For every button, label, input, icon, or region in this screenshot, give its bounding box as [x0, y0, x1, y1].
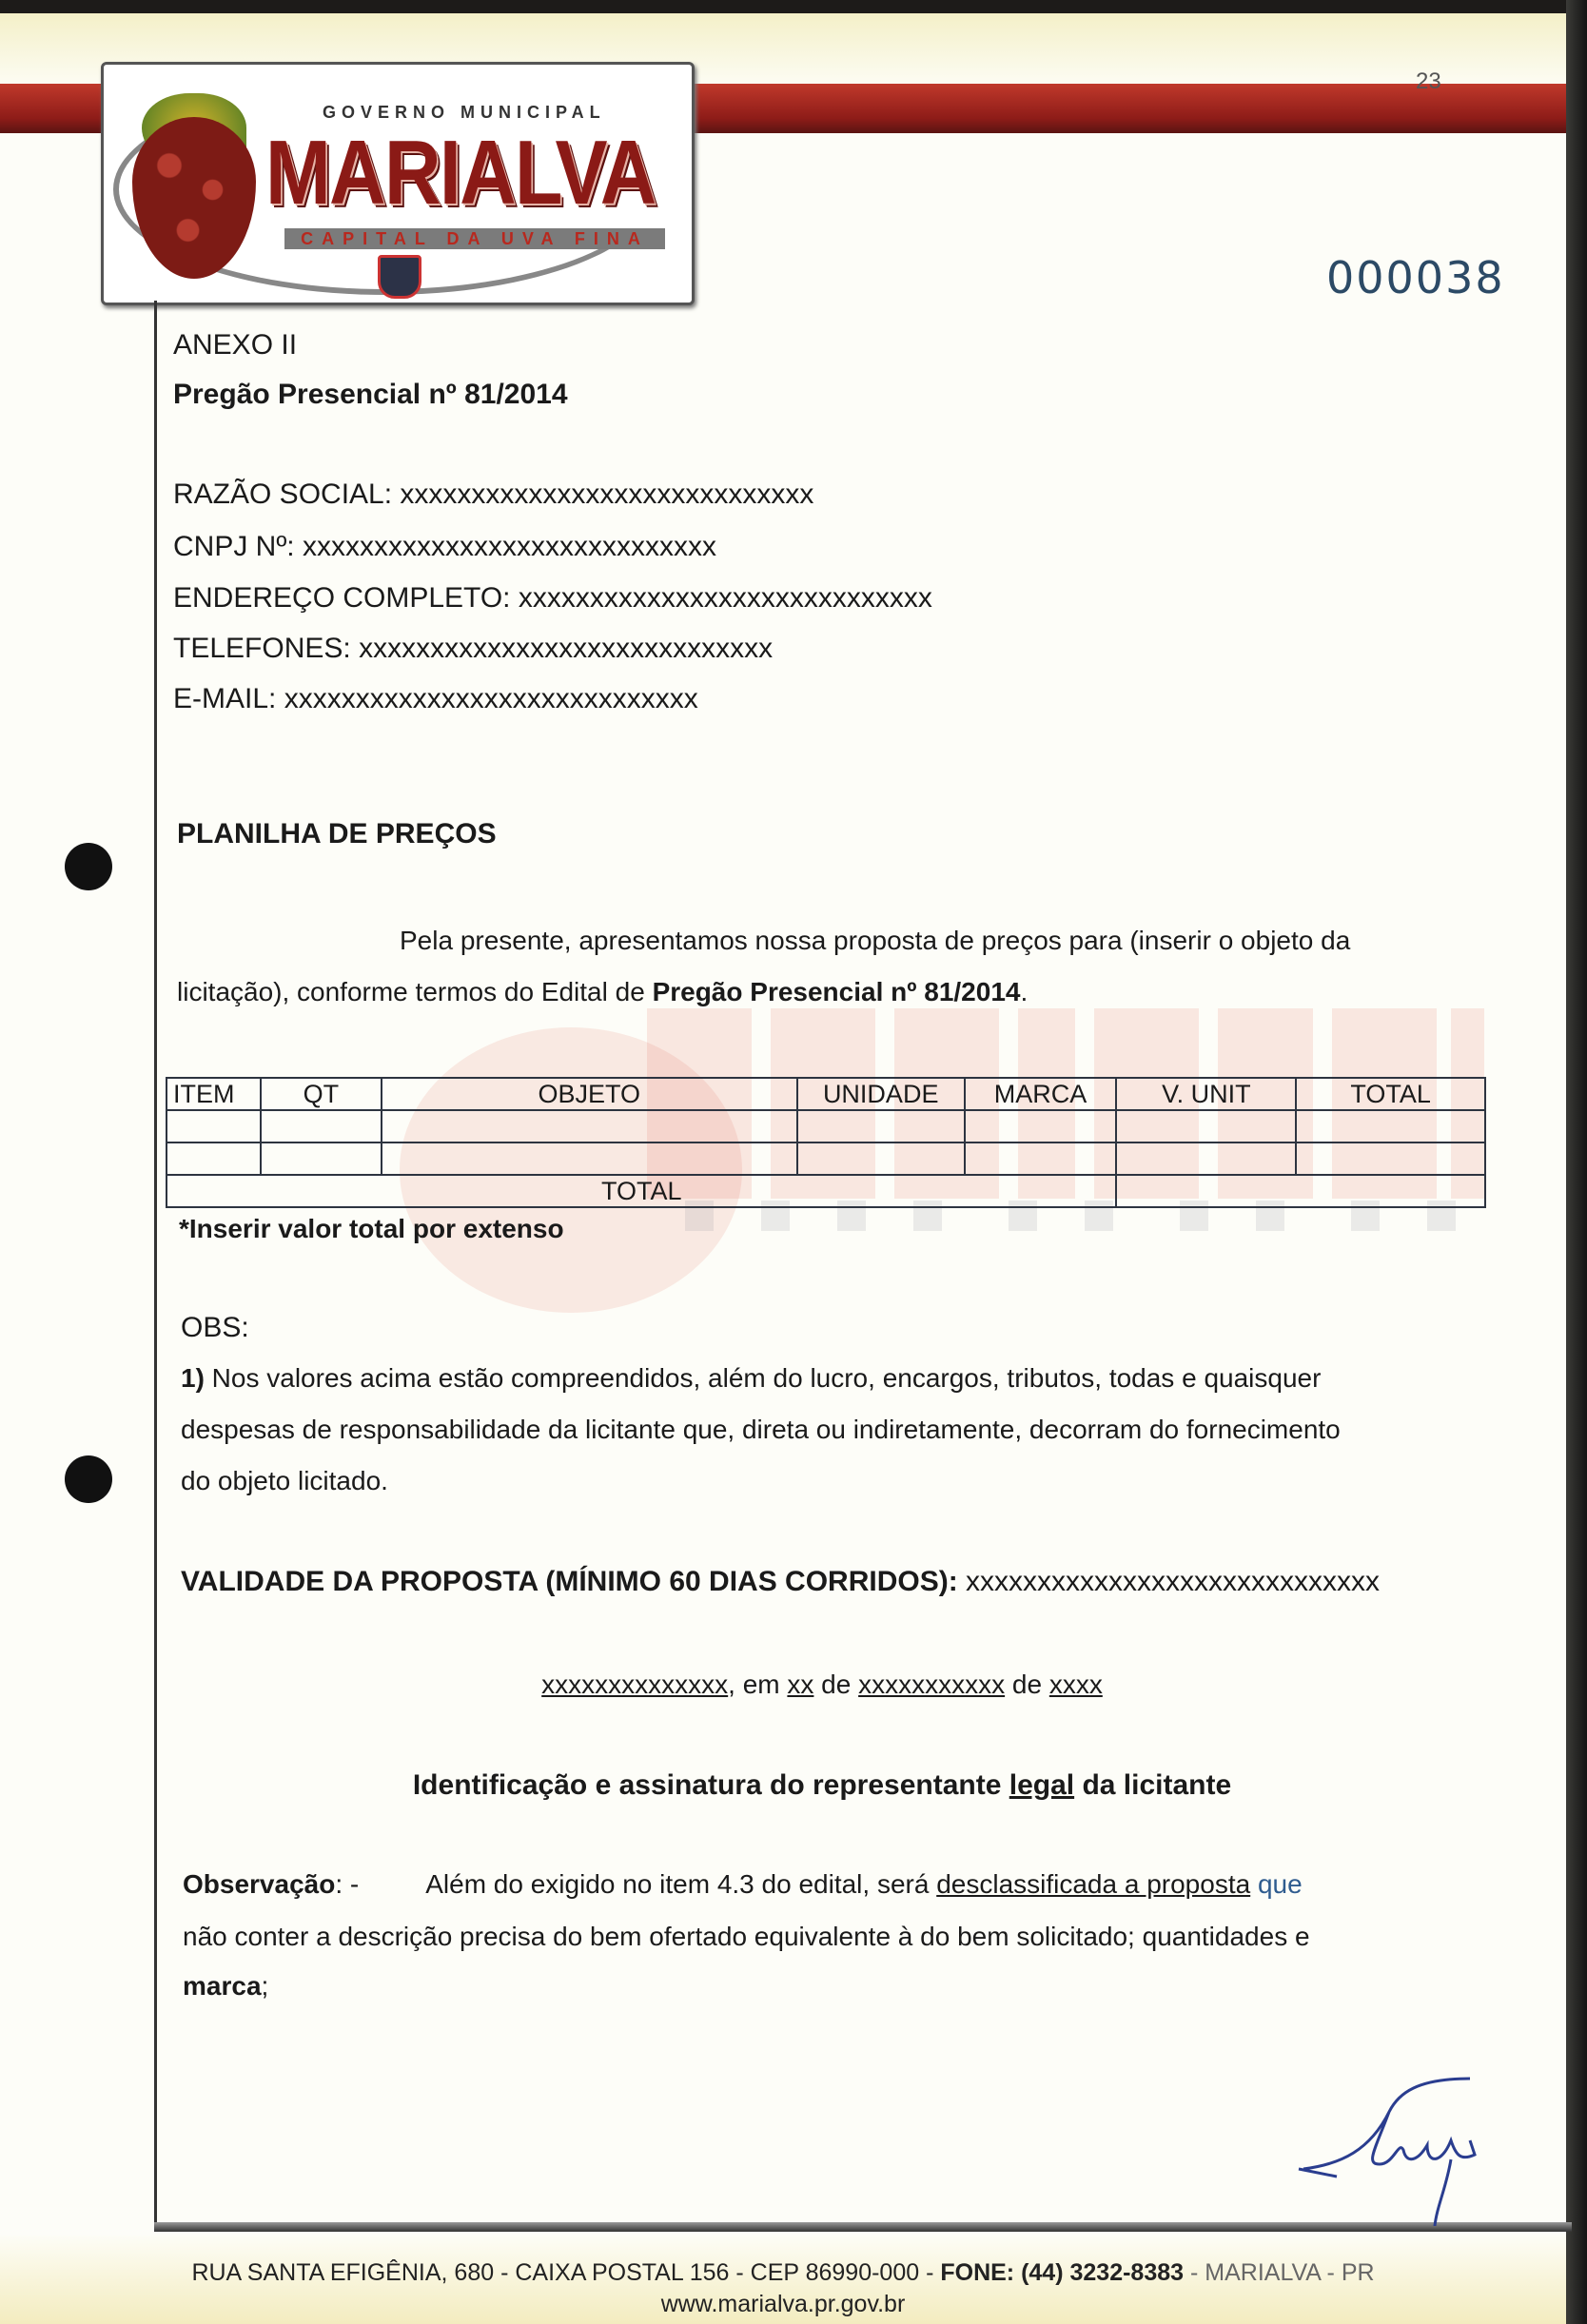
field-value: xxxxxxxxxxxxxxxxxxxxxxxxxxxxx [284, 683, 698, 714]
header-objeto: OBJETO [382, 1078, 797, 1110]
footer-address-text: RUA SANTA EFIGÊNIA, 680 - CAIXA POSTAL 156 - CEP 86990-000 - [191, 2259, 941, 2286]
obs-line2: despesas de responsabilidade da licitante que, direta ou indiretamente, decorram do fornecimento [181, 1415, 1341, 1444]
observation-label: Observação [183, 1869, 336, 1899]
date-day: xx [787, 1670, 814, 1699]
sig-text: Identificação e assinatura do representante [412, 1769, 1009, 1801]
intro-period: . [1020, 977, 1029, 1006]
observation-marca: marca [183, 1971, 262, 2001]
cell [1296, 1110, 1485, 1142]
table-row [167, 1142, 1485, 1175]
field-telefones [173, 633, 773, 665]
field-label: E-MAIL: [173, 683, 277, 714]
coat-of-arms-icon [378, 255, 421, 299]
obs-number: 1) [181, 1363, 205, 1393]
header-total: TOTAL [1296, 1078, 1485, 1110]
footer-address [0, 2259, 1566, 2287]
field-email [173, 683, 698, 715]
annex-title: ANEXO II [173, 329, 298, 361]
header-vunit: V. UNIT [1116, 1078, 1296, 1110]
field-label: ENDEREÇO COMPLETO: [173, 582, 511, 614]
field-cnpj [173, 531, 716, 563]
field-razao-social [173, 478, 813, 511]
marialva-logo [101, 62, 695, 305]
observation-end: ; [261, 1971, 269, 2001]
observation-line3 [183, 1971, 268, 2002]
price-table [166, 1077, 1486, 1208]
logo-top-text: GOVERNO MUNICIPAL [323, 103, 606, 122]
cell [965, 1110, 1117, 1142]
page-number: 23 [1416, 68, 1441, 94]
date-sep: de [1005, 1670, 1049, 1699]
footer-website[interactable]: www.marialva.pr.gov.br [660, 2291, 906, 2317]
field-label: RAZÃO SOCIAL: [173, 478, 393, 510]
scan-right-edge [1566, 0, 1587, 2324]
table-total-row [167, 1175, 1485, 1207]
table-header-row [167, 1078, 1485, 1110]
field-value: xxxxxxxxxxxxxxxxxxxxxxxxxxxxx [518, 582, 932, 614]
field-value: xxxxxxxxxxxxxxxxxxxxxxxxxxxxx [359, 633, 774, 664]
validity-value: xxxxxxxxxxxxxxxxxxxxxxxxxxxxx [966, 1566, 1381, 1597]
obs-text: Nos valores acima estão compreendidos, além do lucro, encargos, tributos, todas e quaisquer [204, 1363, 1322, 1393]
date-line [0, 1670, 1587, 1700]
table-row [167, 1110, 1485, 1142]
validity-label: VALIDADE DA PROPOSTA (MÍNIMO 60 DIAS CORRIDOS): [181, 1566, 958, 1597]
observation-sep: : - [335, 1869, 360, 1899]
process-title: Pregão Presencial nº 81/2014 [173, 379, 568, 410]
cell [1116, 1142, 1296, 1175]
header-unidade: UNIDADE [797, 1078, 965, 1110]
logo-name: MARIALVA [265, 122, 656, 224]
header-item: ITEM [167, 1078, 261, 1110]
document-number-stamp: 000038 [1326, 252, 1505, 303]
section-title: PLANILHA DE PREÇOS [177, 818, 497, 850]
scan-top-edge [0, 0, 1587, 13]
frame-left-line [154, 301, 157, 2230]
cell [1296, 1142, 1485, 1175]
intro-line2 [177, 977, 1028, 1007]
total-label: TOTAL [167, 1175, 1116, 1207]
field-value: xxxxxxxxxxxxxxxxxxxxxxxxxxxxx [400, 478, 814, 510]
intro-line1: Pela presente, apresentamos nossa proposta de preços para (inserir o objeto da [400, 926, 1351, 955]
observation-line1 [183, 1869, 1303, 1900]
field-value: xxxxxxxxxxxxxxxxxxxxxxxxxxxxx [302, 531, 716, 562]
handwritten-signature [1284, 2074, 1494, 2226]
date-sep: de [813, 1670, 859, 1699]
date-city: xxxxxxxxxxxxxx [541, 1670, 729, 1699]
punch-hole-icon [65, 843, 112, 890]
observation-underlined: desclassificada a proposta [936, 1869, 1251, 1899]
logo-slogan: CAPITAL DA UVA FINA [284, 228, 665, 249]
sig-legal: legal [1009, 1769, 1075, 1801]
cell [261, 1110, 382, 1142]
observation-text: que [1250, 1869, 1303, 1899]
obs-line1 [181, 1363, 1321, 1394]
date-sep: , em [728, 1670, 788, 1699]
field-endereco [173, 582, 932, 615]
signature-line [0, 1769, 1587, 1802]
header-marca: MARCA [965, 1078, 1117, 1110]
obs-line3: do objeto licitado. [181, 1466, 388, 1495]
total-value [1116, 1175, 1485, 1207]
intro-process: Pregão Presencial nº 81/2014 [652, 977, 1021, 1006]
observation-line2: não conter a descrição precisa do bem ofertado equivalente à do bem solicitado; quantidades e [183, 1922, 1310, 1951]
cell [382, 1142, 797, 1175]
validity [181, 1566, 1380, 1598]
footer-phone: FONE: (44) 3232-8383 [940, 2259, 1185, 2286]
obs-title: OBS: [181, 1312, 249, 1343]
cell [797, 1142, 965, 1175]
field-label: CNPJ Nº: [173, 531, 295, 562]
intro-text: licitação), conforme termos do Edital de [177, 977, 653, 1006]
cell [382, 1110, 797, 1142]
observation-text: Além do exigido no item 4.3 do edital, será [425, 1869, 937, 1899]
header-qt: QT [261, 1078, 382, 1110]
cell [965, 1142, 1117, 1175]
cell [167, 1142, 261, 1175]
cell [1116, 1110, 1296, 1142]
note-extenso: *Inserir valor total por extenso [179, 1214, 564, 1243]
cell [167, 1110, 261, 1142]
field-label: TELEFONES: [173, 633, 351, 664]
footer-city: - MARIALVA - PR [1184, 2259, 1375, 2286]
cell [261, 1142, 382, 1175]
punch-hole-icon [65, 1455, 112, 1503]
cell [797, 1110, 965, 1142]
date-month: xxxxxxxxxxx [858, 1670, 1006, 1699]
sig-text: da licitante [1074, 1769, 1232, 1801]
date-year: xxxx [1048, 1670, 1103, 1699]
